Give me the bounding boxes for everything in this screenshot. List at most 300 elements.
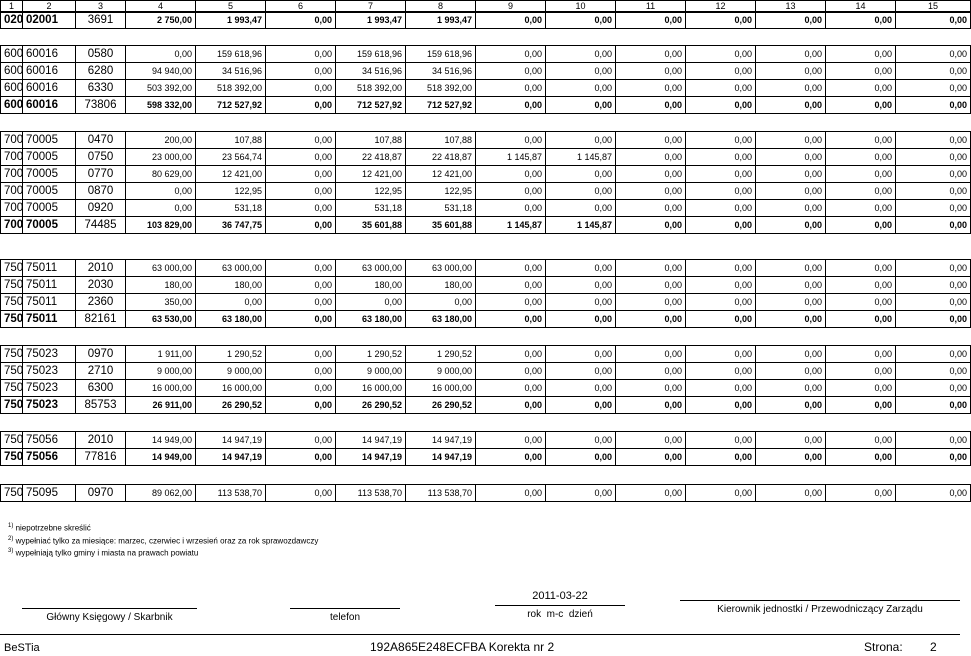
cell-col-10: 0,00 xyxy=(546,260,616,277)
cell-col-15: 0,00 xyxy=(896,200,971,217)
cell-col-10: 0,00 xyxy=(546,277,616,294)
cell-col-1: 700 xyxy=(1,149,23,166)
cell-col-5: 0,00 xyxy=(196,294,266,311)
cell-col-2: 75023 xyxy=(23,380,76,397)
cell-col-8: 159 618,96 xyxy=(406,46,476,63)
cell-col-10: 0,00 xyxy=(546,97,616,114)
cell-col-12: 0,00 xyxy=(686,46,756,63)
cell-col-11: 0,00 xyxy=(616,166,686,183)
cell-col-7: 26 290,52 xyxy=(336,397,406,414)
cell-col-1: 750 xyxy=(1,260,23,277)
cell-col-6: 0,00 xyxy=(266,260,336,277)
cell-col-13: 0,00 xyxy=(756,12,826,29)
cell-col-2: 60016 xyxy=(23,46,76,63)
cell-col-10: 0,00 xyxy=(546,12,616,29)
cell-col-15: 0,00 xyxy=(896,80,971,97)
cell-col-5: 159 618,96 xyxy=(196,46,266,63)
cell-col-15: 0,00 xyxy=(896,132,971,149)
cell-col-9: 0,00 xyxy=(476,132,546,149)
cell-col-13: 0,00 xyxy=(756,432,826,449)
cell-col-4: 200,00 xyxy=(126,132,196,149)
cell-col-8: 180,00 xyxy=(406,277,476,294)
cell-col-1: 020 xyxy=(1,12,23,29)
cell-col-5: 518 392,00 xyxy=(196,80,266,97)
cell-col-5: 9 000,00 xyxy=(196,363,266,380)
cell-col-7: 0,00 xyxy=(336,294,406,311)
signature-accountant-label: Główny Księgowy / Skarbnik xyxy=(46,612,173,623)
cell-col-1: 600 xyxy=(1,46,23,63)
cell-col-8: 531,18 xyxy=(406,200,476,217)
cell-col-2: 75023 xyxy=(23,363,76,380)
cell-col-2: 70005 xyxy=(23,132,76,149)
cell-col-9: 1 145,87 xyxy=(476,149,546,166)
cell-col-3: 2010 xyxy=(76,432,126,449)
cell-col-12: 0,00 xyxy=(686,380,756,397)
cell-col-10: 0,00 xyxy=(546,346,616,363)
cell-col-3: 0470 xyxy=(76,132,126,149)
cell-col-12: 0,00 xyxy=(686,260,756,277)
cell-col-11: 0,00 xyxy=(616,397,686,414)
cell-col-10: 0,00 xyxy=(546,46,616,63)
table-row xyxy=(1,80,971,97)
cell-col-14: 0,00 xyxy=(826,363,896,380)
cell-col-5: 34 516,96 xyxy=(196,63,266,80)
table-row xyxy=(1,183,971,200)
cell-col-10: 0,00 xyxy=(546,166,616,183)
cell-col-9: 0,00 xyxy=(476,380,546,397)
cell-col-12: 0,00 xyxy=(686,97,756,114)
cell-col-14: 0,00 xyxy=(826,311,896,328)
cell-col-13: 0,00 xyxy=(756,132,826,149)
cell-col-8: 0,00 xyxy=(406,294,476,311)
cell-col-3: 77816 xyxy=(76,449,126,466)
cell-col-3: 0970 xyxy=(76,485,126,502)
table-row xyxy=(1,63,971,80)
footnote-marker: 3) xyxy=(8,548,14,555)
cell-col-3: 82161 xyxy=(76,311,126,328)
cell-col-10: 0,00 xyxy=(546,380,616,397)
cell-col-5: 12 421,00 xyxy=(196,166,266,183)
cell-col-15: 0,00 xyxy=(896,277,971,294)
cell-col-9: 0,00 xyxy=(476,183,546,200)
cell-col-7: 180,00 xyxy=(336,277,406,294)
cell-col-4: 80 629,00 xyxy=(126,166,196,183)
cell-col-1: 750 xyxy=(1,485,23,502)
cell-col-8: 34 516,96 xyxy=(406,63,476,80)
cell-col-6: 0,00 xyxy=(266,200,336,217)
cell-col-1: 750 xyxy=(1,432,23,449)
cell-col-7: 14 947,19 xyxy=(336,432,406,449)
cell-col-6: 0,00 xyxy=(266,63,336,80)
table-row-total xyxy=(1,311,971,328)
cell-col-6: 0,00 xyxy=(266,346,336,363)
cell-col-10: 0,00 xyxy=(546,397,616,414)
column-number-12: 12 xyxy=(686,1,756,13)
cell-col-12: 0,00 xyxy=(686,217,756,234)
cell-col-3: 6300 xyxy=(76,380,126,397)
cell-col-15: 0,00 xyxy=(896,97,971,114)
cell-col-11: 0,00 xyxy=(616,132,686,149)
cell-col-15: 0,00 xyxy=(896,217,971,234)
cell-col-11: 0,00 xyxy=(616,363,686,380)
footer-page-number: 2 xyxy=(930,640,937,654)
cell-col-13: 0,00 xyxy=(756,80,826,97)
cell-col-14: 0,00 xyxy=(826,166,896,183)
cell-col-9: 0,00 xyxy=(476,311,546,328)
cell-col-15: 0,00 xyxy=(896,485,971,502)
cell-col-7: 63 000,00 xyxy=(336,260,406,277)
cell-col-7: 159 618,96 xyxy=(336,46,406,63)
cell-col-12: 0,00 xyxy=(686,132,756,149)
table-row xyxy=(1,346,971,363)
cell-col-5: 16 000,00 xyxy=(196,380,266,397)
cell-col-15: 0,00 xyxy=(896,166,971,183)
cell-col-9: 0,00 xyxy=(476,80,546,97)
group-table xyxy=(0,431,971,466)
cell-col-8: 22 418,87 xyxy=(406,149,476,166)
cell-col-6: 0,00 xyxy=(266,277,336,294)
cell-col-1: 750 xyxy=(1,346,23,363)
cell-col-7: 531,18 xyxy=(336,200,406,217)
cell-col-5: 26 290,52 xyxy=(196,397,266,414)
signature-head xyxy=(680,600,960,615)
cell-col-10: 0,00 xyxy=(546,63,616,80)
column-number-5: 5 xyxy=(196,1,266,13)
cell-col-7: 1 993,47 xyxy=(336,12,406,29)
cell-col-6: 0,00 xyxy=(266,183,336,200)
cell-col-12: 0,00 xyxy=(686,166,756,183)
cell-col-2: 75056 xyxy=(23,449,76,466)
cell-col-2: 70005 xyxy=(23,166,76,183)
cell-col-9: 0,00 xyxy=(476,200,546,217)
cell-col-6: 0,00 xyxy=(266,132,336,149)
cell-col-11: 0,00 xyxy=(616,200,686,217)
column-number-8: 8 xyxy=(406,1,476,13)
cell-col-4: 1 911,00 xyxy=(126,346,196,363)
cell-col-10: 1 145,87 xyxy=(546,217,616,234)
cell-col-4: 63 530,00 xyxy=(126,311,196,328)
table-row xyxy=(1,277,971,294)
cell-col-14: 0,00 xyxy=(826,294,896,311)
cell-col-3: 73806 xyxy=(76,97,126,114)
cell-col-6: 0,00 xyxy=(266,485,336,502)
cell-col-12: 0,00 xyxy=(686,346,756,363)
cell-col-7: 1 290,52 xyxy=(336,346,406,363)
cell-col-15: 0,00 xyxy=(896,149,971,166)
cell-col-3: 2030 xyxy=(76,277,126,294)
cell-col-2: 75056 xyxy=(23,432,76,449)
cell-col-8: 16 000,00 xyxy=(406,380,476,397)
table-row-total xyxy=(1,397,971,414)
cell-col-11: 0,00 xyxy=(616,277,686,294)
cell-col-11: 0,00 xyxy=(616,12,686,29)
cell-col-8: 712 527,92 xyxy=(406,97,476,114)
cell-col-15: 0,00 xyxy=(896,12,971,29)
cell-col-12: 0,00 xyxy=(686,80,756,97)
cell-col-2: 75023 xyxy=(23,346,76,363)
signature-head-label: Kierownik jednostki / Przewodniczący Zarządu xyxy=(717,604,923,615)
cell-col-12: 0,00 xyxy=(686,363,756,380)
cell-col-11: 0,00 xyxy=(616,46,686,63)
cell-col-9: 0,00 xyxy=(476,397,546,414)
cell-col-4: 94 940,00 xyxy=(126,63,196,80)
cell-col-1: 700 xyxy=(1,200,23,217)
cell-col-14: 0,00 xyxy=(826,12,896,29)
cell-col-6: 0,00 xyxy=(266,12,336,29)
cell-col-12: 0,00 xyxy=(686,485,756,502)
cell-col-14: 0,00 xyxy=(826,63,896,80)
footnote-text: wypełniać tylko za miesiące: marzec, czerwiec i wrzesień oraz za rok sprawozdawczy xyxy=(13,536,319,546)
cell-col-15: 0,00 xyxy=(896,397,971,414)
footer-code: 192A865E248ECFBA Korekta nr 2 xyxy=(370,640,555,654)
cell-col-6: 0,00 xyxy=(266,217,336,234)
cell-col-6: 0,00 xyxy=(266,97,336,114)
cell-col-2: 70005 xyxy=(23,217,76,234)
cell-col-11: 0,00 xyxy=(616,380,686,397)
cell-col-5: 14 947,19 xyxy=(196,432,266,449)
cell-col-11: 0,00 xyxy=(616,432,686,449)
cell-col-7: 14 947,19 xyxy=(336,449,406,466)
footnote-marker: 2) xyxy=(8,535,14,542)
cell-col-8: 14 947,19 xyxy=(406,449,476,466)
cell-col-13: 0,00 xyxy=(756,46,826,63)
cell-col-8: 35 601,88 xyxy=(406,217,476,234)
cell-col-6: 0,00 xyxy=(266,449,336,466)
cell-col-13: 0,00 xyxy=(756,260,826,277)
cell-col-7: 122,95 xyxy=(336,183,406,200)
table-row xyxy=(1,149,971,166)
cell-col-13: 0,00 xyxy=(756,97,826,114)
cell-col-4: 0,00 xyxy=(126,183,196,200)
cell-col-14: 0,00 xyxy=(826,132,896,149)
cell-col-2: 75023 xyxy=(23,397,76,414)
table-row xyxy=(1,46,971,63)
cell-col-10: 0,00 xyxy=(546,449,616,466)
cell-col-8: 9 000,00 xyxy=(406,363,476,380)
group-table xyxy=(0,131,971,234)
cell-col-15: 0,00 xyxy=(896,346,971,363)
cell-col-9: 0,00 xyxy=(476,12,546,29)
cell-col-4: 14 949,00 xyxy=(126,432,196,449)
cell-col-8: 63 180,00 xyxy=(406,311,476,328)
footer-app: BeSTia xyxy=(4,642,40,654)
cell-col-13: 0,00 xyxy=(756,294,826,311)
group-table xyxy=(0,484,971,502)
column-number-2: 2 xyxy=(23,1,76,13)
cell-col-3: 0770 xyxy=(76,166,126,183)
table-row xyxy=(1,380,971,397)
cell-col-4: 23 000,00 xyxy=(126,149,196,166)
cell-col-5: 107,88 xyxy=(196,132,266,149)
cell-col-14: 0,00 xyxy=(826,485,896,502)
cell-col-9: 0,00 xyxy=(476,97,546,114)
cell-col-6: 0,00 xyxy=(266,432,336,449)
cell-col-11: 0,00 xyxy=(616,63,686,80)
cell-col-12: 0,00 xyxy=(686,311,756,328)
cell-col-1: 700 xyxy=(1,217,23,234)
cell-col-5: 1 290,52 xyxy=(196,346,266,363)
cell-col-1: 750 xyxy=(1,380,23,397)
cell-col-2: 70005 xyxy=(23,183,76,200)
cell-col-1: 750 xyxy=(1,277,23,294)
date-label: rok m-c dzień xyxy=(527,609,593,620)
cell-col-6: 0,00 xyxy=(266,363,336,380)
cell-col-4: 598 332,00 xyxy=(126,97,196,114)
footnote-text: niepotrzebne skreślić xyxy=(13,523,91,533)
cell-col-2: 75011 xyxy=(23,294,76,311)
cell-col-9: 0,00 xyxy=(476,346,546,363)
cell-col-4: 26 911,00 xyxy=(126,397,196,414)
cell-col-2: 70005 xyxy=(23,149,76,166)
cell-col-9: 0,00 xyxy=(476,485,546,502)
footnote-1 xyxy=(8,521,318,534)
cell-col-13: 0,00 xyxy=(756,63,826,80)
cell-col-11: 0,00 xyxy=(616,311,686,328)
group-table xyxy=(0,345,971,414)
cell-col-13: 0,00 xyxy=(756,277,826,294)
cell-col-4: 0,00 xyxy=(126,46,196,63)
cell-col-3: 2710 xyxy=(76,363,126,380)
cell-col-8: 63 000,00 xyxy=(406,260,476,277)
cell-col-14: 0,00 xyxy=(826,432,896,449)
cell-col-6: 0,00 xyxy=(266,46,336,63)
cell-col-2: 70005 xyxy=(23,200,76,217)
cell-col-5: 23 564,74 xyxy=(196,149,266,166)
table-row xyxy=(1,294,971,311)
cell-col-15: 0,00 xyxy=(896,311,971,328)
cell-col-14: 0,00 xyxy=(826,449,896,466)
cell-col-9: 0,00 xyxy=(476,46,546,63)
cell-col-1: 600 xyxy=(1,97,23,114)
cell-col-3: 74485 xyxy=(76,217,126,234)
cell-col-13: 0,00 xyxy=(756,346,826,363)
table-row-total xyxy=(1,449,971,466)
cell-col-14: 0,00 xyxy=(826,80,896,97)
cell-col-11: 0,00 xyxy=(616,97,686,114)
cell-col-8: 122,95 xyxy=(406,183,476,200)
table-row-total xyxy=(1,217,971,234)
cell-col-10: 0,00 xyxy=(546,294,616,311)
cell-col-14: 0,00 xyxy=(826,149,896,166)
cell-col-7: 35 601,88 xyxy=(336,217,406,234)
cell-col-6: 0,00 xyxy=(266,397,336,414)
cell-col-14: 0,00 xyxy=(826,217,896,234)
cell-col-2: 75011 xyxy=(23,277,76,294)
column-number-9: 9 xyxy=(476,1,546,13)
cell-col-5: 1 993,47 xyxy=(196,12,266,29)
first-row-table xyxy=(0,11,971,29)
footer-page-label: Strona: xyxy=(864,640,903,654)
cell-col-12: 0,00 xyxy=(686,149,756,166)
cell-col-15: 0,00 xyxy=(896,183,971,200)
cell-col-13: 0,00 xyxy=(756,183,826,200)
cell-col-15: 0,00 xyxy=(896,63,971,80)
column-number-4: 4 xyxy=(126,1,196,13)
cell-col-15: 0,00 xyxy=(896,380,971,397)
cell-col-14: 0,00 xyxy=(826,397,896,414)
cell-col-1: 750 xyxy=(1,311,23,328)
cell-col-6: 0,00 xyxy=(266,149,336,166)
cell-col-4: 89 062,00 xyxy=(126,485,196,502)
table-row xyxy=(1,260,971,277)
cell-col-9: 0,00 xyxy=(476,260,546,277)
cell-col-5: 113 538,70 xyxy=(196,485,266,502)
cell-col-15: 0,00 xyxy=(896,432,971,449)
cell-col-1: 700 xyxy=(1,132,23,149)
cell-col-8: 12 421,00 xyxy=(406,166,476,183)
cell-col-12: 0,00 xyxy=(686,277,756,294)
cell-col-2: 60016 xyxy=(23,80,76,97)
cell-col-10: 0,00 xyxy=(546,311,616,328)
cell-col-1: 750 xyxy=(1,363,23,380)
cell-col-14: 0,00 xyxy=(826,277,896,294)
cell-col-9: 1 145,87 xyxy=(476,217,546,234)
table-row xyxy=(1,485,971,502)
cell-col-2: 60016 xyxy=(23,63,76,80)
cell-col-10: 0,00 xyxy=(546,183,616,200)
cell-col-5: 122,95 xyxy=(196,183,266,200)
signature-accountant xyxy=(22,608,197,623)
cell-col-9: 0,00 xyxy=(476,277,546,294)
cell-col-11: 0,00 xyxy=(616,217,686,234)
cell-col-11: 0,00 xyxy=(616,294,686,311)
cell-col-3: 6280 xyxy=(76,63,126,80)
column-number-1: 1 xyxy=(1,1,23,13)
cell-col-3: 0920 xyxy=(76,200,126,217)
cell-col-8: 1 290,52 xyxy=(406,346,476,363)
cell-col-1: 600 xyxy=(1,63,23,80)
cell-col-4: 63 000,00 xyxy=(126,260,196,277)
cell-col-6: 0,00 xyxy=(266,80,336,97)
signature-phone xyxy=(290,608,400,623)
footnote-3 xyxy=(8,546,318,559)
column-number-15: 15 xyxy=(896,1,971,13)
cell-col-14: 0,00 xyxy=(826,346,896,363)
cell-col-7: 9 000,00 xyxy=(336,363,406,380)
table-row xyxy=(1,363,971,380)
cell-col-5: 180,00 xyxy=(196,277,266,294)
cell-col-7: 12 421,00 xyxy=(336,166,406,183)
cell-col-1: 600 xyxy=(1,80,23,97)
group-table xyxy=(0,259,971,328)
cell-col-5: 63 000,00 xyxy=(196,260,266,277)
cell-col-12: 0,00 xyxy=(686,12,756,29)
table-row-total xyxy=(1,97,971,114)
cell-col-15: 0,00 xyxy=(896,449,971,466)
cell-col-3: 0580 xyxy=(76,46,126,63)
column-number-14: 14 xyxy=(826,1,896,13)
cell-col-1: 750 xyxy=(1,449,23,466)
cell-col-3: 3691 xyxy=(76,12,126,29)
cell-col-9: 0,00 xyxy=(476,166,546,183)
cell-col-8: 26 290,52 xyxy=(406,397,476,414)
cell-col-3: 0970 xyxy=(76,346,126,363)
cell-col-11: 0,00 xyxy=(616,149,686,166)
cell-col-12: 0,00 xyxy=(686,294,756,311)
cell-col-6: 0,00 xyxy=(266,166,336,183)
cell-col-5: 36 747,75 xyxy=(196,217,266,234)
cell-col-7: 22 418,87 xyxy=(336,149,406,166)
cell-col-13: 0,00 xyxy=(756,397,826,414)
signature-date xyxy=(495,590,625,620)
cell-col-3: 6330 xyxy=(76,80,126,97)
cell-col-10: 1 145,87 xyxy=(546,149,616,166)
cell-col-10: 0,00 xyxy=(546,485,616,502)
footnote-2 xyxy=(8,534,318,547)
column-number-10: 10 xyxy=(546,1,616,13)
cell-col-9: 0,00 xyxy=(476,63,546,80)
cell-col-8: 14 947,19 xyxy=(406,432,476,449)
